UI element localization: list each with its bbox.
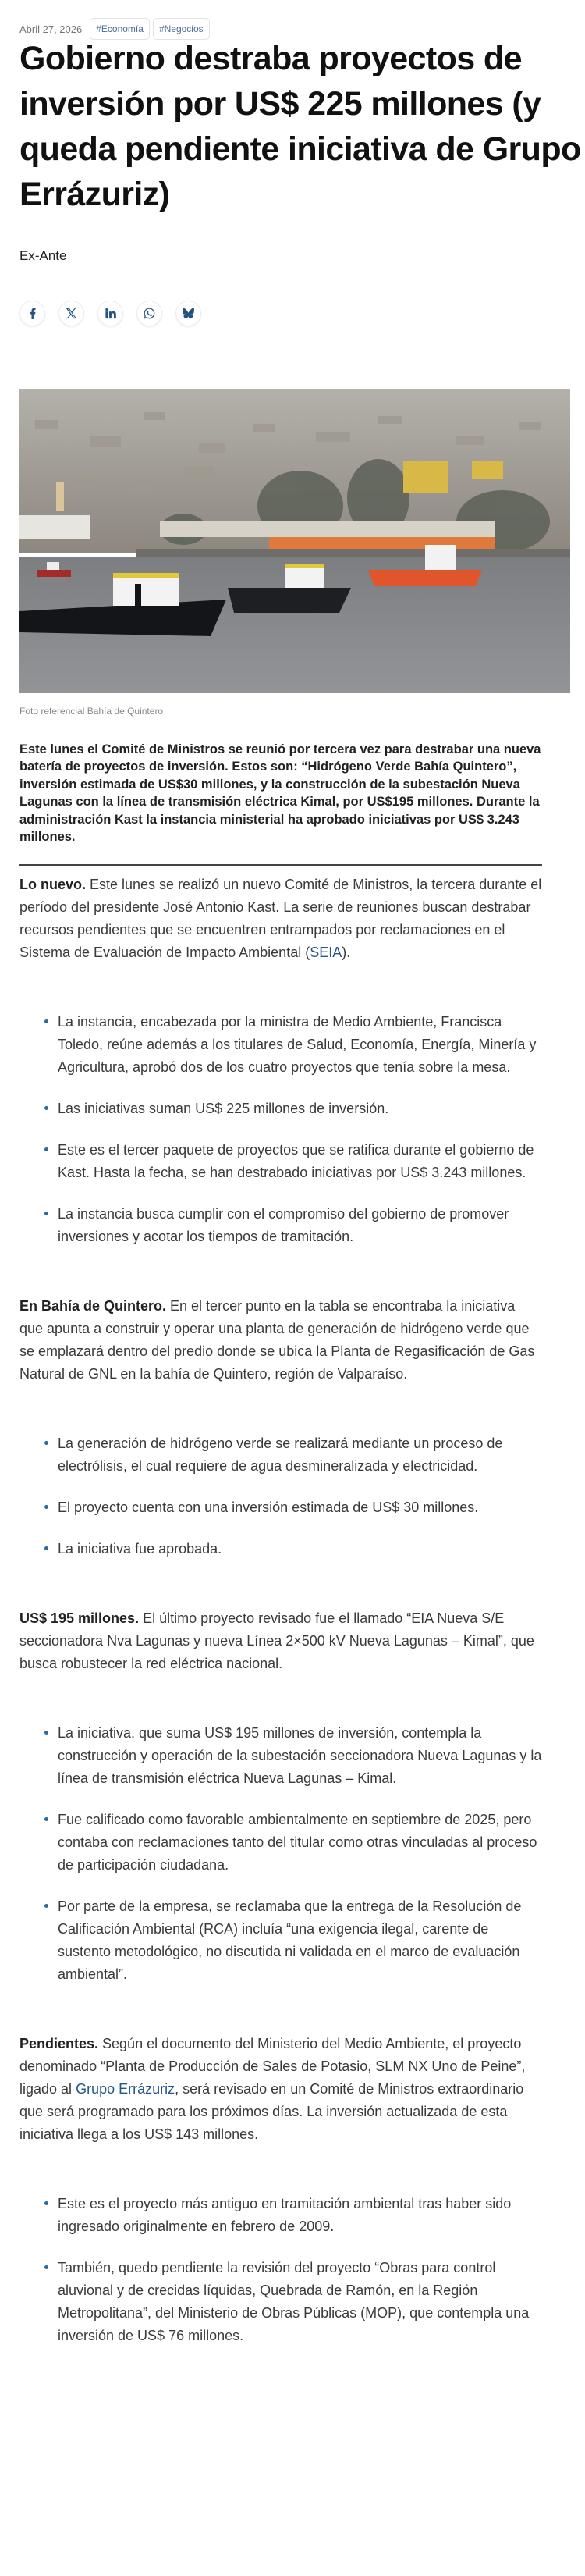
list-item	[20, 1895, 542, 1986]
bullet-icon	[44, 2265, 48, 2269]
list-item-text: También, quedo pendiente la revisión del proyecto “Obras para control aluvional y de crecidas líquidas, Quebrada de Ramón, en la Región Metropolitana”, del Ministerio de Obras Públicas (MOP), que contempla una inversión de US$ 76 millones.	[58, 2260, 530, 2344]
list-item-text: Este es el tercer paquete de proyectos que se ratifica durante el gobierno de Kast. Hasta la fecha, se han destrabado iniciativas por US$ 3.243 millones.	[58, 1142, 534, 1181]
list-item	[20, 2193, 542, 2238]
bullet-icon	[44, 1147, 48, 1151]
section-text: Este lunes se realizó un nuevo Comité de Ministros, la tercera durante el período del presidente José Antonio Kast. La serie de reuniones buscan destrabar recursos pendientes que se encuentren entrampados por reclamaciones en el Sistema de Evaluación de Impacto Ambiental (	[20, 877, 542, 961]
list-item	[20, 1098, 542, 1120]
list-item-text: La iniciativa, que suma US$ 195 millones de inversión, contempla la construcción y operación de la subestación seccionadora Nueva Lagunas y la línea de transmisión eléctrica Nueva Lagunas – Kimal.	[58, 1725, 542, 1787]
divider	[20, 864, 542, 866]
section-heading: Lo nuevo.	[20, 877, 86, 893]
bullet-icon	[44, 1106, 48, 1110]
section-lo-nuevo	[20, 873, 542, 964]
bullet-icon	[44, 1904, 48, 1908]
list-item-text: Por parte de la empresa, se reclamaba que la entrega de la Resolución de Calificación Ambiental (RCA) incluía “una exigencia ilegal, carente de sustento metodológico, no discutida ni validada en el marco de evaluación ambiental”.	[58, 1898, 522, 1983]
list-item-text: El proyecto cuenta con una inversión estimada de US$ 30 millones.	[58, 1500, 479, 1516]
article-meta	[20, 17, 585, 41]
author[interactable]: Ex-Ante	[20, 248, 67, 263]
section-text: ).	[342, 945, 351, 961]
facebook-icon	[27, 308, 38, 319]
share-x-button[interactable]	[58, 301, 84, 326]
section-heading: US$ 195 millones.	[20, 1610, 140, 1627]
linkedin-icon	[105, 308, 116, 319]
bullet-icon	[44, 1731, 48, 1735]
bullet-icon	[44, 2201, 48, 2205]
list-item	[20, 1538, 542, 1560]
list-item-text: Las iniciativas suman US$ 225 millones de inversión.	[58, 1101, 389, 1117]
article-title: Gobierno destraba proyectos de inversión por US$ 225 millones (y queda pendiente iniciativa de Grupo Errázuriz)	[20, 40, 581, 213]
x-icon	[66, 308, 77, 319]
list-item	[20, 1496, 542, 1519]
list-item-text: Este es el proyecto más antiguo en tramitación ambiental tras haber sido ingresado originalmente en febrero de 2009.	[58, 2196, 512, 2235]
section-us195	[20, 1607, 542, 1675]
section-text: Según el documento del Ministerio del Medio Ambiente, el proyecto denominado “Planta de Producción de Sales de Potasio, SLM NX Uno de Peine”, ligado al	[20, 2036, 526, 2097]
list-item	[20, 1011, 542, 1079]
list-item	[20, 1809, 542, 1877]
photo-caption: Foto referencial Bahía de Quintero	[20, 706, 164, 717]
list-item	[20, 1139, 542, 1184]
list-item	[20, 1722, 542, 1790]
list-item-text: La instancia, encabezada por la ministra de Medio Ambiente, Francisca Toledo, reúne además a los titulares de Salud, Economía, Energía, Minería y Agricultura, aprobó dos de los cuatro proyectos que tenía sobre la mesa.	[58, 1014, 537, 1076]
share-bar	[20, 301, 585, 326]
share-whatsapp-button[interactable]	[136, 301, 162, 326]
section-heading: En Bahía de Quintero.	[20, 1298, 167, 1315]
section-text: , será revisado en un Comité de Ministros extraordinario que será programado para los próximos días. La inversión actualizada de esta iniciativa llega a los US$ 143 millones.	[20, 2081, 524, 2143]
list-item	[20, 1203, 542, 1248]
bullet-icon	[44, 1019, 48, 1023]
bullet-list-pendientes	[20, 2193, 542, 2347]
tag-negocios[interactable]: #Negocios	[153, 18, 210, 40]
list-item-text: La instancia busca cumplir con el compromiso del gobierno de promover inversiones y acotar los tiempos de tramitación.	[58, 1206, 509, 1245]
list-item	[20, 1432, 542, 1478]
section-pendientes	[20, 2033, 542, 2146]
article-lead: Este lunes el Comité de Ministros se reunió por tercera vez para destrabar una nueva batería de proyectos de inversión. Estos son: “Hidrógeno Verde Bahía Quintero”, inversión estimada de US$30 millones, y la construcción de la subestación Nueva Lagunas con la línea de transmisión eléctrica Kimal, por US$195 millones. Durante la administración Kast la instancia ministerial ha aprobado iniciativas por US$ 3.243 millones.	[20, 742, 541, 845]
share-bluesky-button[interactable]	[176, 301, 201, 326]
bullet-icon	[44, 1441, 48, 1445]
whatsapp-icon	[144, 308, 155, 319]
bluesky-icon	[183, 308, 194, 319]
section-text: El último proyecto revisado fue el llamado “EIA Nueva S/E seccionadora Nva Lagunas y nueva Línea 2×500 kV Nueva Lagunas – Kimal”, que busca robustecer la red eléctrica nacional.	[20, 1610, 534, 1672]
list-item-text: Fue calificado como favorable ambientalmente en septiembre de 2025, pero contaba con reclamaciones tanto del titular como otras vinculadas al proceso de participación ciudadana.	[58, 1812, 537, 1873]
bullet-icon	[44, 1212, 48, 1215]
publish-date: Abril 27, 2026	[20, 23, 83, 35]
list-item	[20, 2257, 542, 2347]
bullet-icon	[44, 1546, 48, 1550]
list-item-text: La iniciativa fue aprobada.	[58, 1541, 222, 1557]
section-bahia-quintero	[20, 1295, 542, 1386]
bullet-icon	[44, 1505, 48, 1509]
seia-link[interactable]: SEIA	[310, 945, 342, 961]
share-linkedin-button[interactable]	[98, 301, 123, 326]
bullet-list-us195	[20, 1722, 542, 1986]
section-text: En el tercer punto en la tabla se encontraba la iniciativa que apunta a construir y operar una planta de generación de hidrógeno verde que se emplazará dentro del predio donde se ubica la Planta de Regasificación de Gas Natural de GNL en la bahía de Quintero, región de Valparaíso.	[20, 1298, 535, 1382]
bullet-list-bahia	[20, 1432, 542, 1560]
share-facebook-button[interactable]	[20, 301, 45, 326]
bullet-list-lo-nuevo	[20, 1011, 542, 1248]
article-photo	[20, 389, 570, 693]
tag-economia[interactable]: #Economía	[90, 18, 150, 40]
grupo-errazuriz-link[interactable]: Grupo Errázuriz	[76, 2081, 176, 2097]
list-item-text: La generación de hidrógeno verde se realizará mediante un proceso de electrólisis, el cual requiere de agua desmineralizada y electricidad.	[58, 1436, 503, 1475]
section-heading: Pendientes.	[20, 2036, 99, 2052]
bullet-icon	[44, 1817, 48, 1821]
